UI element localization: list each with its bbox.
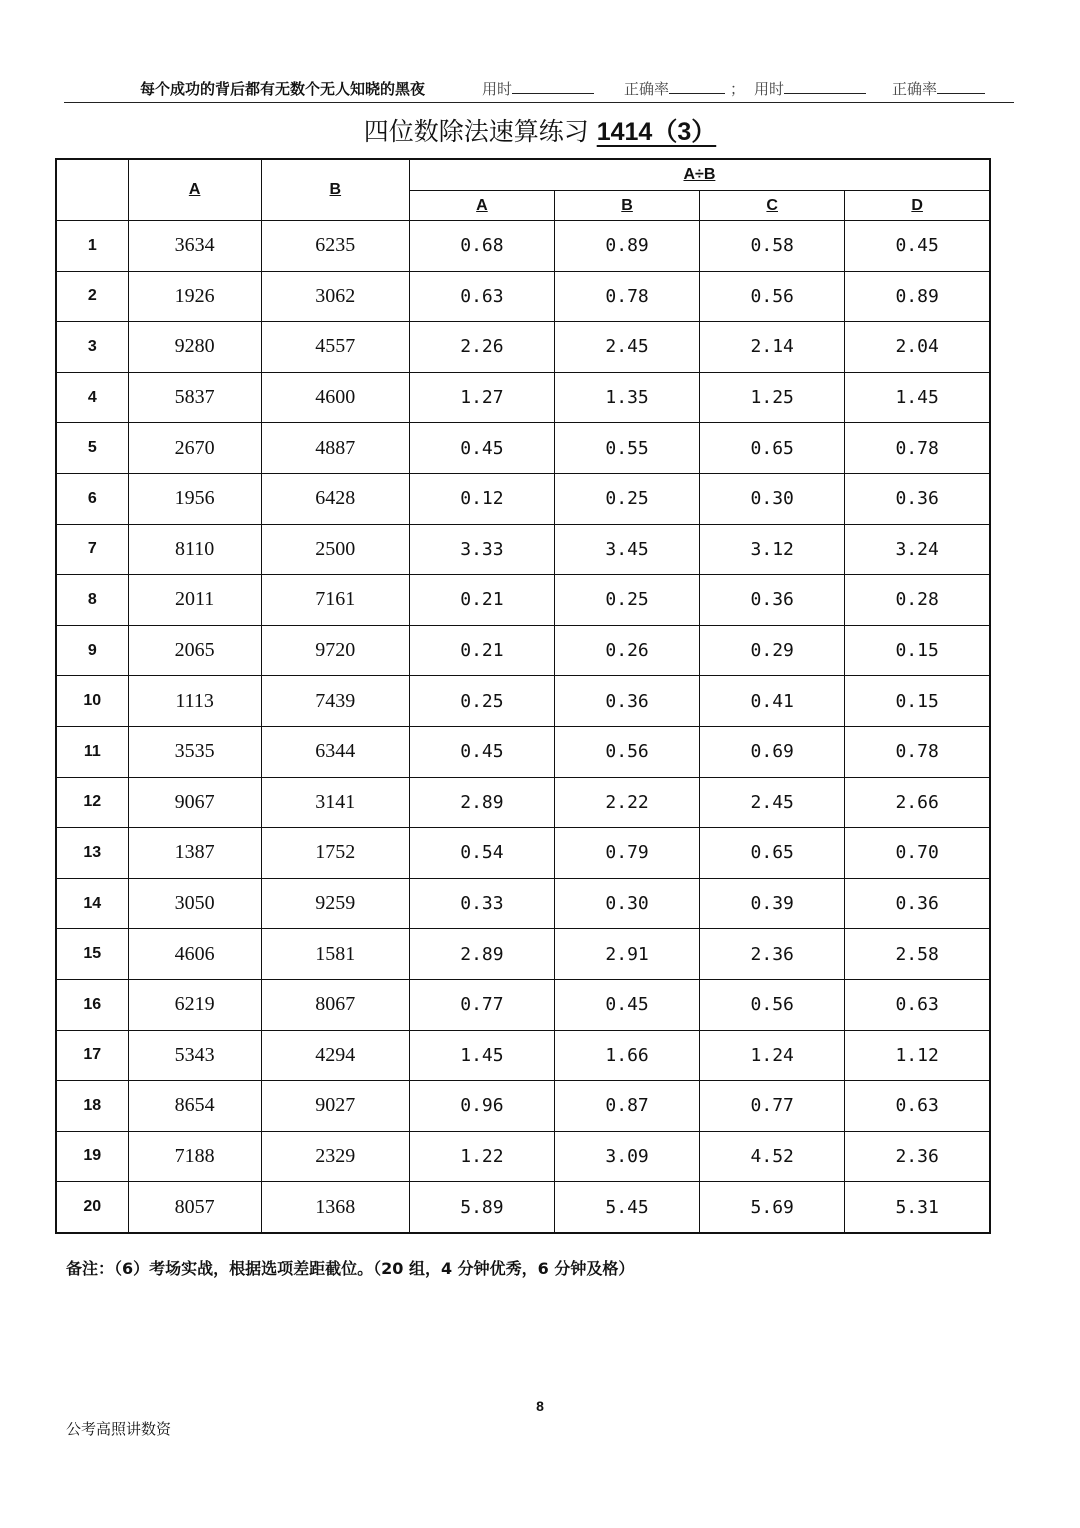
option-d-cell: 0.63 [845, 1081, 990, 1132]
option-a-cell: 2.89 [409, 929, 554, 980]
option-d-cell: 0.15 [845, 625, 990, 676]
option-a-cell: 3.33 [409, 524, 554, 575]
time-label-2: 用时 [754, 80, 785, 98]
option-a-cell: 0.68 [409, 221, 554, 272]
dividend-cell: 2011 [128, 575, 261, 626]
accuracy-label-2: 正确率 [892, 80, 938, 98]
option-b-cell: 5.45 [555, 1182, 700, 1233]
option-d-cell: 1.45 [845, 372, 990, 423]
option-d-cell: 0.63 [845, 979, 990, 1030]
option-c-cell: 0.29 [700, 625, 845, 676]
option-a-cell: 2.26 [409, 322, 554, 373]
dividend-cell: 2065 [128, 625, 261, 676]
row-index: 7 [56, 524, 128, 575]
option-b-cell: 0.25 [555, 473, 700, 524]
time-blank-2[interactable] [784, 79, 866, 94]
page-title [0, 112, 1080, 148]
row-index: 19 [56, 1131, 128, 1182]
table-row [56, 372, 990, 423]
table-row [56, 878, 990, 929]
option-b-cell: 0.55 [555, 423, 700, 474]
accuracy-blank-2[interactable] [937, 79, 985, 94]
divisor-cell: 1368 [261, 1182, 409, 1233]
option-b-cell: 2.91 [555, 929, 700, 980]
option-c-cell: 4.52 [700, 1131, 845, 1182]
option-c-cell: 1.25 [700, 372, 845, 423]
time-field-1 [482, 78, 594, 99]
row-index: 1 [56, 221, 128, 272]
table-row [56, 524, 990, 575]
option-b-cell: 0.45 [555, 979, 700, 1030]
option-c-cell: 0.30 [700, 473, 845, 524]
option-d-header: D [845, 191, 990, 221]
divisor-cell: 9720 [261, 625, 409, 676]
option-d-cell: 0.78 [845, 726, 990, 777]
option-a-cell: 0.54 [409, 828, 554, 879]
dividend-cell: 3050 [128, 878, 261, 929]
table-row [56, 979, 990, 1030]
row-index: 2 [56, 271, 128, 322]
divisor-cell: 8067 [261, 979, 409, 1030]
option-b-cell: 0.89 [555, 221, 700, 272]
motto-text: 每个成功的背后都有无数个无人知晓的黑夜 [140, 80, 426, 98]
divisor-cell: 4600 [261, 372, 409, 423]
table-row [56, 423, 990, 474]
dividend-cell: 8110 [128, 524, 261, 575]
exercise-table [55, 158, 991, 1234]
page-header [64, 74, 1014, 103]
dividend-cell: 1926 [128, 271, 261, 322]
divisor-cell: 2329 [261, 1131, 409, 1182]
option-c-header: C [700, 191, 845, 221]
index-header [56, 159, 128, 221]
row-index: 18 [56, 1081, 128, 1132]
dividend-cell: 6219 [128, 979, 261, 1030]
table-row [56, 473, 990, 524]
dividend-cell: 1956 [128, 473, 261, 524]
row-index: 11 [56, 726, 128, 777]
row-index: 6 [56, 473, 128, 524]
table-row [56, 929, 990, 980]
table-row [56, 726, 990, 777]
option-d-cell: 0.28 [845, 575, 990, 626]
row-index: 16 [56, 979, 128, 1030]
option-d-cell: 3.24 [845, 524, 990, 575]
option-d-cell: 0.70 [845, 828, 990, 879]
option-c-cell: 5.69 [700, 1182, 845, 1233]
divisor-cell: 9027 [261, 1081, 409, 1132]
row-index: 9 [56, 625, 128, 676]
row-index: 15 [56, 929, 128, 980]
dividend-cell: 2670 [128, 423, 261, 474]
row-index: 5 [56, 423, 128, 474]
option-b-cell: 1.66 [555, 1030, 700, 1081]
option-b-header: B [555, 191, 700, 221]
option-c-cell: 1.24 [700, 1030, 845, 1081]
dividend-cell: 3535 [128, 726, 261, 777]
dividend-cell: 5837 [128, 372, 261, 423]
option-b-cell: 0.56 [555, 726, 700, 777]
col-a-header: A [128, 159, 261, 221]
row-index: 20 [56, 1182, 128, 1233]
note-text: 备注：（6）考场实战，根据选项差距截位。（20 组，4 分钟优秀，6 分钟及格） [66, 1259, 635, 1278]
time-label-1: 用时 [482, 80, 513, 98]
option-d-cell: 2.66 [845, 777, 990, 828]
option-b-cell: 1.35 [555, 372, 700, 423]
option-b-cell: 0.79 [555, 828, 700, 879]
option-a-cell: 0.21 [409, 625, 554, 676]
divisor-cell: 6428 [261, 473, 409, 524]
dividend-cell: 1113 [128, 676, 261, 727]
option-c-cell: 2.14 [700, 322, 845, 373]
option-a-cell: 0.21 [409, 575, 554, 626]
table-row [56, 322, 990, 373]
dividend-cell: 8057 [128, 1182, 261, 1233]
option-c-cell: 2.36 [700, 929, 845, 980]
divisor-cell: 4294 [261, 1030, 409, 1081]
table-row [56, 1081, 990, 1132]
row-index: 8 [56, 575, 128, 626]
option-a-cell: 0.12 [409, 473, 554, 524]
option-c-cell: 0.56 [700, 271, 845, 322]
row-index: 12 [56, 777, 128, 828]
option-b-cell: 3.45 [555, 524, 700, 575]
option-d-cell: 0.36 [845, 473, 990, 524]
option-b-cell: 0.87 [555, 1081, 700, 1132]
time-field-2 [754, 78, 866, 99]
dividend-cell: 1387 [128, 828, 261, 879]
option-a-cell: 1.45 [409, 1030, 554, 1081]
page-number: 8 [536, 1398, 544, 1414]
time-blank-1[interactable] [512, 79, 594, 94]
row-index: 13 [56, 828, 128, 879]
table-row [56, 1182, 990, 1233]
col-b-header: B [261, 159, 409, 221]
option-c-cell: 0.77 [700, 1081, 845, 1132]
option-d-cell: 0.45 [845, 221, 990, 272]
option-b-cell: 2.45 [555, 322, 700, 373]
dividend-cell: 9280 [128, 322, 261, 373]
table-row [56, 676, 990, 727]
option-d-cell: 0.78 [845, 423, 990, 474]
divisor-cell: 2500 [261, 524, 409, 575]
option-c-cell: 0.65 [700, 828, 845, 879]
table-row [56, 575, 990, 626]
option-a-cell: 0.45 [409, 423, 554, 474]
option-a-cell: 0.77 [409, 979, 554, 1030]
separator-text: ； [730, 80, 746, 98]
option-d-cell: 5.31 [845, 1182, 990, 1233]
option-a-cell: 5.89 [409, 1182, 554, 1233]
option-b-cell: 0.26 [555, 625, 700, 676]
dividend-cell: 4606 [128, 929, 261, 980]
row-index: 17 [56, 1030, 128, 1081]
table-row [56, 271, 990, 322]
option-b-cell: 0.30 [555, 878, 700, 929]
table-body [56, 221, 990, 1233]
option-a-header: A [409, 191, 554, 221]
row-index: 3 [56, 322, 128, 373]
table-row [56, 828, 990, 879]
option-c-cell: 0.65 [700, 423, 845, 474]
option-d-cell: 0.36 [845, 878, 990, 929]
divisor-cell: 4557 [261, 322, 409, 373]
table-row [56, 777, 990, 828]
row-index: 10 [56, 676, 128, 727]
table-row [56, 221, 990, 272]
dividend-cell: 9067 [128, 777, 261, 828]
footer-text: 公考高照讲数资 [66, 1420, 172, 1438]
division-group-header: A÷B [409, 159, 990, 191]
option-a-cell: 0.33 [409, 878, 554, 929]
dividend-cell: 5343 [128, 1030, 261, 1081]
divisor-cell: 9259 [261, 878, 409, 929]
divisor-cell: 3062 [261, 271, 409, 322]
option-b-cell: 0.78 [555, 271, 700, 322]
divisor-cell: 6235 [261, 221, 409, 272]
dividend-cell: 8654 [128, 1081, 261, 1132]
option-d-cell: 0.89 [845, 271, 990, 322]
title-text: 四位数除法速算练习 [363, 117, 597, 146]
option-c-cell: 3.12 [700, 524, 845, 575]
option-d-cell: 0.15 [845, 676, 990, 727]
option-a-cell: 1.22 [409, 1131, 554, 1182]
option-b-cell: 0.25 [555, 575, 700, 626]
dividend-cell: 7188 [128, 1131, 261, 1182]
option-a-cell: 2.89 [409, 777, 554, 828]
option-c-cell: 0.41 [700, 676, 845, 727]
divisor-cell: 1581 [261, 929, 409, 980]
option-a-cell: 0.45 [409, 726, 554, 777]
dividend-cell: 3634 [128, 221, 261, 272]
option-a-cell: 0.25 [409, 676, 554, 727]
accuracy-field-2 [892, 78, 985, 99]
row-index: 14 [56, 878, 128, 929]
divisor-cell: 7439 [261, 676, 409, 727]
option-c-cell: 0.36 [700, 575, 845, 626]
title-number: 1414（3） [596, 118, 717, 146]
row-index: 4 [56, 372, 128, 423]
table-row [56, 1030, 990, 1081]
option-c-cell: 0.69 [700, 726, 845, 777]
accuracy-blank-1[interactable] [669, 79, 725, 94]
option-b-cell: 2.22 [555, 777, 700, 828]
option-d-cell: 1.12 [845, 1030, 990, 1081]
option-c-cell: 0.39 [700, 878, 845, 929]
divisor-cell: 3141 [261, 777, 409, 828]
accuracy-label-1: 正确率 [624, 80, 670, 98]
option-a-cell: 1.27 [409, 372, 554, 423]
option-b-cell: 3.09 [555, 1131, 700, 1182]
divisor-cell: 7161 [261, 575, 409, 626]
table-row [56, 625, 990, 676]
option-a-cell: 0.96 [409, 1081, 554, 1132]
option-c-cell: 0.58 [700, 221, 845, 272]
table-row [56, 1131, 990, 1182]
option-d-cell: 2.04 [845, 322, 990, 373]
accuracy-field-1 [624, 78, 725, 99]
option-c-cell: 0.56 [700, 979, 845, 1030]
option-a-cell: 0.63 [409, 271, 554, 322]
option-c-cell: 2.45 [700, 777, 845, 828]
divisor-cell: 6344 [261, 726, 409, 777]
divisor-cell: 1752 [261, 828, 409, 879]
option-d-cell: 2.36 [845, 1131, 990, 1182]
option-d-cell: 2.58 [845, 929, 990, 980]
divisor-cell: 4887 [261, 423, 409, 474]
option-b-cell: 0.36 [555, 676, 700, 727]
